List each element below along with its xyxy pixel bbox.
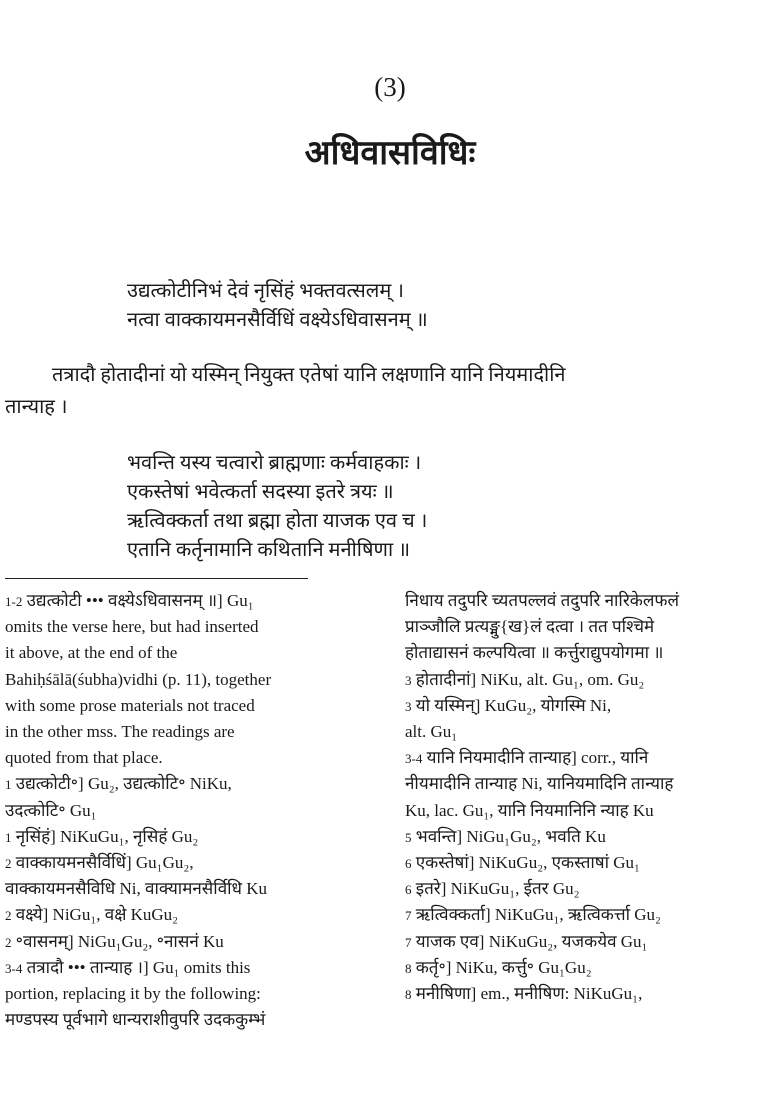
chapter-number: (3) [374,72,406,102]
footnote-line [5,588,271,614]
footnote-text: याजक एव] NiKuGu₂, यजकयेव Gu₁ [415,931,648,951]
chapter-title: अधिवासविधिः [304,135,476,172]
footnote-line-number: 3-4 [405,751,423,767]
footnote-text: ॰वासनम्] NiGu₁Gu₂, ॰नासनं Ku [15,931,224,951]
footnote-text: नृसिंहं] NiKuGu₁, नृसिहं Gu₂ [15,826,199,846]
footnote-line [405,614,679,640]
footnote-line [5,902,271,928]
footnote-text: भवन्ति] NiGu₁Gu₂, भवति Ku [415,826,606,846]
footnote-line-number: 1 [5,829,12,845]
footnote-line [5,614,271,640]
footnote-text: उदत्कोटि॰ Gu₁ [5,800,97,820]
footnote-line [5,824,271,850]
verse-line: एकस्तेषां भवेत्कर्ता सदस्या इतरे त्रयः ॥ [127,481,394,503]
footnote-text: होताद्यासनं कल्पयित्वा ॥ कर्त्तुराद्युपयोगमा ॥ [405,643,664,663]
footnote-text: उद्यत्कोटी ••• वक्ष्येऽधिवासनम् ॥] Gu₁ [26,591,254,610]
footnote-line [405,929,679,955]
footnote-text: quoted from that place. [5,748,163,768]
footnotes-right-column [405,588,679,1007]
footnote-line [405,640,679,666]
footnote-line-number: 2 [5,856,12,872]
verse-line: उद्यत्कोटीनिभं देवं नृसिंहं भक्तवत्सलम् । [127,280,404,302]
footnote-line [405,824,679,850]
footnote-line-number: 1 [5,777,12,793]
verse-line: भवन्ति यस्य चत्वारो ब्राह्मणाः कर्मवाहकाः । [127,452,422,474]
footnote-line [5,981,271,1007]
footnote-text: it above, at the end of the [5,643,178,663]
footnote-text: alt. Gu₁ [405,722,458,742]
footnote-line-number: 8 [405,987,412,1003]
footnote-text: इतरे] NiKuGu₁, ईतर Gu₂ [415,879,580,899]
footnote-text: with some prose materials not traced [5,695,255,715]
footnote-divider [5,578,308,579]
footnote-line [5,798,271,824]
footnote-line-number: 6 [405,882,412,898]
footnote-text: नीयमादीनि तान्याह Ni, यानियमादिनि तान्याह [405,774,674,794]
footnote-line-number: 2 [5,908,12,924]
footnote-text: Bahiḥśālā(śubha)vidhi (p. 11), together [5,669,272,689]
footnote-text: तत्रादौ ••• तान्याह ।] Gu₁ omits this [26,957,251,977]
footnote-text: वक्ष्ये] NiGu₁, वक्षे KuGu₂ [15,905,179,925]
footnote-line [5,719,271,745]
footnote-line [405,771,679,797]
footnote-line [5,955,271,981]
footnote-line [5,850,271,876]
footnote-line [405,719,679,745]
footnote-text: ऋत्विक्कर्ता] NiKuGu₁, ऋत्विकर्त्ता Gu₂ [415,905,661,925]
footnote-text: मण्डपस्य पूर्वभागे धान्यराशीवुपरि उदककुम्भं [5,1010,266,1030]
footnote-line [5,667,271,693]
footnote-line [405,955,679,981]
footnote-text: Ku, lac. Gu₁, यानि नियमानिनि न्याह Ku [405,800,654,820]
verse-line: नत्वा वाक्कायमनसैर्विधिं वक्ष्येऽधिवासनम् ॥ [127,309,428,331]
footnote-line-number: 1-2 [5,594,23,609]
footnote-text: मनीषिणा] em., मनीषिण: NiKuGu₁, [415,984,643,1004]
footnote-line [5,929,271,955]
footnote-text: उद्यत्कोटी॰] Gu₂, उद्यत्कोटि॰ NiKu, [15,774,232,794]
footnote-text: वाक्कायमनसैर्विधिं] Gu₁Gu₂, [15,853,194,873]
footnote-line [405,588,679,614]
footnote-text: एकस्तेषां] NiKuGu₂, एकस्ताषां Gu₁ [415,853,640,873]
footnote-text: कर्तृ॰] NiKu, कर्त्तु॰ Gu₁Gu₂ [415,957,592,977]
footnote-line [405,876,679,902]
footnote-line [5,876,271,902]
footnote-line [5,771,271,797]
footnote-line [405,798,679,824]
footnote-text: प्राञ्जौलि प्रत्यङ्मु{ख}लं दत्वा । तत पश्चिमे [405,617,655,637]
footnote-text: वाक्कायमनसैविधि Ni, वाक्यामनसैर्विधि Ku [5,879,268,899]
footnote-text: होतादीनां] NiKu, alt. Gu₁, om. Gu₂ [415,669,645,689]
footnote-line [405,667,679,693]
footnote-text: यो यस्मिन्] KuGu₂, योगस्मि Ni, [415,695,612,715]
footnote-line-number: 3-4 [5,960,23,976]
footnote-line [5,640,271,666]
footnote-line-number: 7 [405,934,412,950]
footnote-line [5,1007,271,1033]
footnote-text: omits the verse here, but had inserted [5,617,259,637]
footnotes-left-column [5,588,271,1033]
footnote-text: निधाय तदुपरि च्यतपल्लवं तदुपरि नारिकेलफलं [405,591,680,610]
footnote-line [405,981,679,1007]
footnote-line [5,693,271,719]
footnote-line-number: 3 [405,672,412,688]
footnote-line [405,850,679,876]
footnote-line-number: 5 [405,829,412,845]
verse-line: एतानि कर्तृनामानि कथितानि मनीषिणा ॥ [127,539,411,561]
footnote-text: portion, replacing it by the following: [5,984,261,1004]
footnote-line-number: 3 [405,698,412,714]
prose-line: तत्रादौ होतादीनां यो यस्मिन् नियुक्त एतेषां यानि लक्षणानि यानि नियमादीनि [52,364,566,386]
footnote-line [405,745,679,771]
footnote-line-number: 2 [5,934,12,950]
footnote-text: in the other mss. The readings are [5,722,235,742]
footnote-text: यानि नियमादीनि तान्याह] corr., यानि [426,748,649,768]
footnote-line [405,902,679,928]
footnote-line-number: 6 [405,856,412,872]
prose-line: तान्याह । [5,396,68,418]
verse-line: ऋत्विक्कर्ता तथा ब्रह्मा होता याजक एव च । [127,510,428,532]
footnote-line-number: 8 [405,960,412,976]
footnote-line [405,693,679,719]
footnote-line [5,745,271,771]
footnote-line-number: 7 [405,908,412,924]
